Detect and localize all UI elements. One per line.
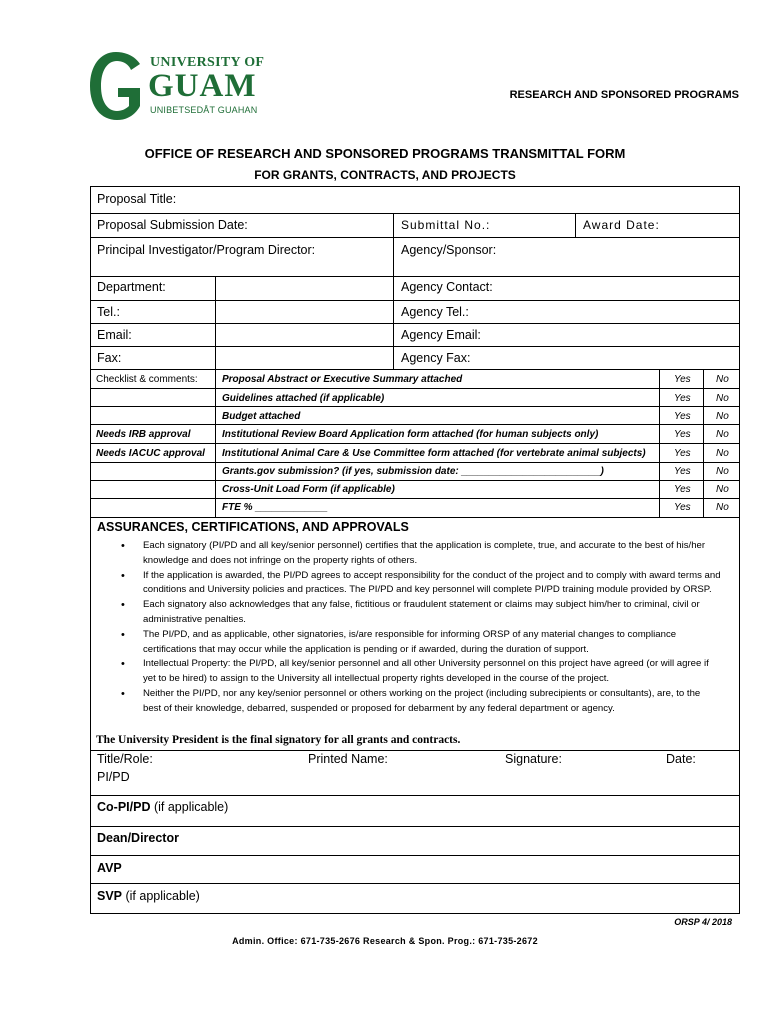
checklist-no-5[interactable]: No	[716, 466, 729, 477]
proposal-title-label: Proposal Title:	[97, 192, 177, 206]
checklist-item-5: Grants.gov submission? (if yes, submission date: _________________________)	[222, 466, 604, 477]
checklist-no-3[interactable]: No	[716, 429, 729, 440]
checklist-no-6[interactable]: No	[716, 484, 729, 495]
svp-label: SVP (if applicable)	[97, 889, 200, 903]
checklist-yes-1[interactable]: Yes	[674, 393, 691, 404]
department-label: Department:	[97, 280, 166, 294]
agency-tel-label: Agency Tel.:	[401, 305, 469, 319]
assurance-item: • Intellectual Property: the PI/PD, all key/senior personnel and all other University personnel on this project have agreed (or will agree if yet to be hired) to assign to the University all intellectual property rights developed in the course of the project.	[121, 657, 721, 687]
printed-name-label: Printed Name:	[308, 752, 388, 766]
checklist-yes-4[interactable]: Yes	[674, 448, 691, 459]
checklist-yes-7[interactable]: Yes	[674, 502, 691, 513]
president-note: The University President is the final signatory for all grants and contracts.	[96, 734, 461, 746]
agency-fax-label: Agency Fax:	[401, 351, 471, 365]
assurances-list	[121, 539, 721, 717]
checklist-yes-6[interactable]: Yes	[674, 484, 691, 495]
copi-label: Co-PI/PD (if applicable)	[97, 800, 229, 814]
logo-line-unibetsedat: UNIBETSEDÅT GUAHAN	[150, 105, 258, 115]
avp-label: AVP	[97, 861, 122, 875]
assurance-item: • The PI/PD, and as applicable, other signatories, is/are responsible for informing ORSP of any material changes to compliance certifications that may occur while the application is pending or if awarded, during the duration of support.	[121, 628, 721, 658]
form-version: ORSP 4/ 2018	[674, 917, 732, 927]
checklist-item-4: Institutional Animal Care & Use Committee form attached (for vertebrate animal subjects)	[222, 448, 646, 459]
footer-contacts: Admin. Office: 671-735-2676 Research & Spon. Prog.: 671-735-2672	[232, 936, 538, 946]
logo-line-university-of: UNIVERSITY OF	[150, 55, 265, 70]
checklist-item-6: Cross-Unit Load Form (if applicable)	[222, 484, 395, 495]
g-emblem-icon	[88, 50, 146, 122]
checklist-item-7: FTE % _____________	[222, 502, 328, 513]
pi-label: Principal Investigator/Program Director:	[97, 243, 316, 257]
checklist-no-2[interactable]: No	[716, 411, 729, 422]
agency-contact-label: Agency Contact:	[401, 280, 493, 294]
checklist-left-4: Needs IACUC approval	[96, 448, 205, 459]
transmittal-form	[90, 186, 740, 914]
email-label: Email:	[97, 328, 132, 342]
checklist-no-4[interactable]: No	[716, 448, 729, 459]
department-header: RESEARCH AND SPONSORED PROGRAMS	[509, 89, 739, 101]
checklist-left-0: Checklist & comments:	[96, 374, 198, 385]
dean-label: Dean/Director	[97, 831, 179, 845]
title-role-label: Title/Role:	[97, 752, 153, 766]
tel-label: Tel.:	[97, 305, 120, 319]
submittal-no-label: Submittal No.:	[401, 218, 491, 232]
assurance-item: • If the application is awarded, the PI/PD agrees to accept responsibility for the conduct of the project and to comply with award terms and conditions and University policies and practices. The PI/PD and key personnel will complete PI/PD training module provided by ORSP.	[121, 569, 721, 599]
assurance-item: • Each signatory (PI/PD and all key/senior personnel) certifies that the application is complete, true, and accurate to the best of his/her knowledge and does not infringe on the property rights of others.	[121, 539, 721, 569]
assurance-item: • Neither the PI/PD, nor any key/senior personnel or others working on the project (including subrecipients or consultants), are, to the best of their knowledge, debarred, suspended or proposed for debarment by any federal department or agency.	[121, 687, 721, 717]
assurance-item: • Each signatory also acknowledges that any false, fictitious or fraudulent statement or claims may subject him/her to criminal, civil or administrative penalties.	[121, 598, 721, 628]
checklist-yes-0[interactable]: Yes	[674, 374, 691, 385]
award-date-label: Award Date:	[583, 218, 660, 232]
checklist-no-7[interactable]: No	[716, 502, 729, 513]
checklist-item-3: Institutional Review Board Application form attached (for human subjects only)	[222, 429, 599, 440]
date-label: Date:	[666, 752, 696, 766]
checklist-left-3: Needs IRB approval	[96, 429, 191, 440]
form-title: OFFICE OF RESEARCH AND SPONSORED PROGRAMS TRANSMITTAL FORM	[144, 146, 626, 161]
checklist-item-1: Guidelines attached (if applicable)	[222, 393, 385, 404]
logo-line-guam: GUAM	[148, 68, 257, 104]
university-logo	[88, 50, 268, 122]
fax-label: Fax:	[97, 351, 122, 365]
checklist-yes-5[interactable]: Yes	[674, 466, 691, 477]
checklist-yes-2[interactable]: Yes	[674, 411, 691, 422]
signature-label: Signature:	[505, 752, 562, 766]
form-subtitle: FOR GRANTS, CONTRACTS, AND PROJECTS	[254, 168, 516, 182]
checklist-no-0[interactable]: No	[716, 374, 729, 385]
agency-email-label: Agency Email:	[401, 328, 481, 342]
checklist-no-1[interactable]: No	[716, 393, 729, 404]
submission-date-label: Proposal Submission Date:	[97, 218, 248, 232]
checklist-item-0: Proposal Abstract or Executive Summary attached	[222, 374, 463, 385]
assurances-heading: ASSURANCES, CERTIFICATIONS, AND APPROVALS	[97, 520, 409, 534]
pipd-label: PI/PD	[97, 770, 130, 784]
agency-sponsor-label: Agency/Sponsor:	[401, 243, 497, 257]
checklist-item-2: Budget attached	[222, 411, 301, 422]
checklist-yes-3[interactable]: Yes	[674, 429, 691, 440]
